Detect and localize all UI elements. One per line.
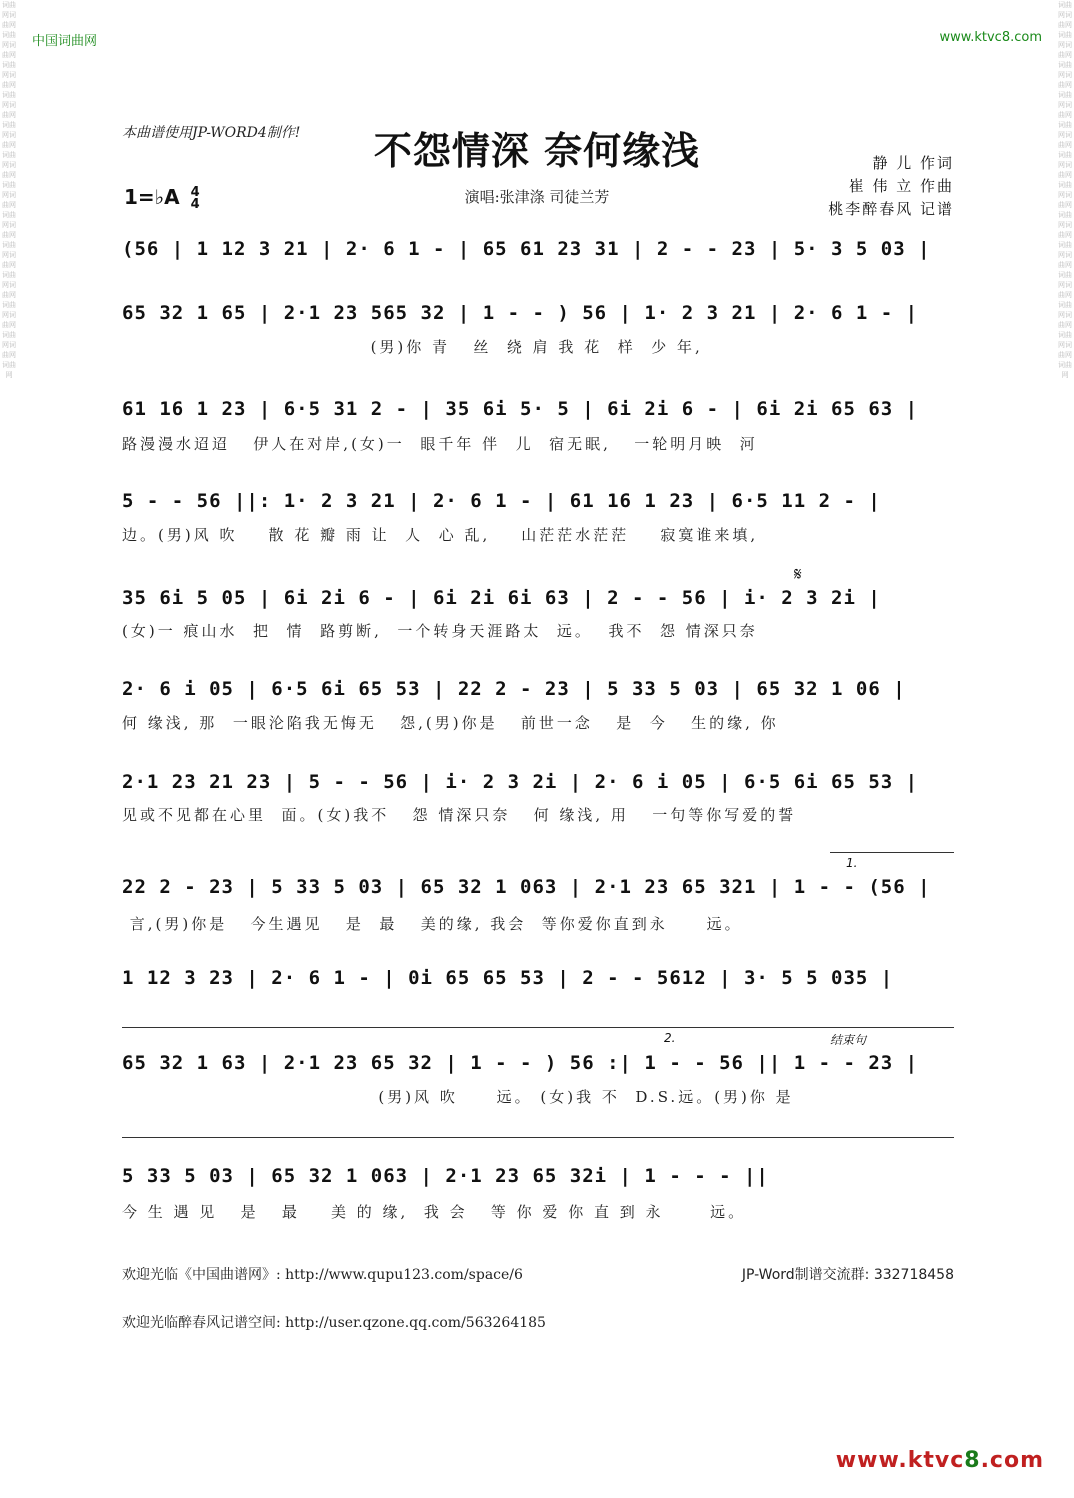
side-watermark-left: 词曲网词曲网词曲网词曲网词曲网词曲网词曲网词曲网词曲网词曲网词曲网词曲网词曲网词曲网词曲网词曲网词曲网词曲网词曲网词曲网词曲网词曲网词曲网词曲网词曲网 <box>2 1 16 379</box>
singer-credit: 演唱:张津涤 司徒兰芳 <box>464 188 610 206</box>
volta-label-2a: 2. <box>664 1031 676 1045</box>
notation-row-8: 22 2 - 23 | 5 33 5 03 | 65 32 1 063 | 2·1 23 65 321 | 1 - - (56 | <box>122 876 931 898</box>
notation-row-2: 65 32 1 65 | 2·1 23 565 32 | 1 - - ) 56 | 1· 2 3 21 | 2· 6 1 - | <box>122 302 919 324</box>
lyrics-row-8: 言,(男)你是 今生遇见 是 最 美的缘, 我会 等你爱你直到永 远。 <box>122 915 743 933</box>
notation-row-9: 1 12 3 23 | 2· 6 1 - | 0i 65 65 53 | 2 - - 5612 | 3· 5 5 035 | <box>122 967 894 989</box>
key-text: 1=♭A <box>124 185 180 209</box>
notation-row-10: 65 32 1 63 | 2·1 23 65 32 | 1 - - ) 56 :| 1 - - 56 || 1 - - 23 | <box>122 1052 919 1074</box>
volta-label-1: 1. <box>846 856 858 870</box>
lyricist-credit: 静 儿 作词 <box>872 154 954 172</box>
ktvc8-watermark-logo <box>836 1448 1044 1473</box>
footer-site-link[interactable]: 欢迎光临《中国曲谱网》: http://www.qupu123.com/space/6 <box>122 1267 523 1283</box>
notation-row-7: 2·1 23 21 23 | 5 - - 56 | i· 2 3 2i | 2· 6 i 05 | 6·5 6i 65 53 | <box>122 771 919 793</box>
made-with-note: 本曲谱使用JP-WORD4制作! <box>122 125 301 141</box>
watermark-part-2: 8 <box>964 1448 981 1473</box>
lyrics-row-4: 边。(男)风 吹 散 花 瓣 雨 让 人 心 乱, 山茫茫水茫茫 寂寞谁来填, <box>122 526 759 544</box>
notation-row-4: 5 - - 56 ||: 1· 2 3 21 | 2· 6 1 - | 61 16 1 23 | 6·5 11 2 - | <box>122 490 881 512</box>
footer-qzone-link[interactable]: 欢迎光临醉春风记谱空间: http://user.qzone.qq.com/563264185 <box>122 1315 546 1331</box>
lyrics-row-11: 今 生 遇 见 是 最 美 的 缘, 我 会 等 你 爱 你 直 到 永 远。 <box>122 1203 747 1221</box>
lyrics-row-5: (女)一 痕山水 把 情 路剪断, 一个转身天涯路太 远。 我不 怨 情深只奈 <box>122 622 758 640</box>
notation-row-5: 35 6i 5 05 | 6i 2i 6 - | 6i 2i 6i 63 | 2 - - 56 | i· 2 3 2i | <box>122 587 881 609</box>
song-title: 不怨情深 奈何缘浅 <box>373 128 701 173</box>
lyrics-row-10: (男)风 吹 远。 (女)我 不 D.S.远。(男)你 是 <box>122 1088 794 1106</box>
transcriber-credit: 桃李醉春风 记谱 <box>828 200 954 218</box>
coda-bracket-line <box>122 1137 954 1138</box>
site-name-left[interactable]: 中国词曲网 <box>32 34 98 49</box>
notation-row-3: 61 16 1 23 | 6·5 31 2 - | 35 6i 5· 5 | 6i 2i 6 - | 6i 2i 65 63 | <box>122 398 919 420</box>
composer-credit: 崔 伟 立 作曲 <box>848 177 954 195</box>
volta-bracket-1 <box>830 852 954 853</box>
segno-sign: 𝄋 <box>794 564 802 585</box>
watermark-part-1: www.ktvc <box>835 1448 965 1473</box>
lyrics-row-7: 见或不见都在心里 面。(女)我不 怨 情深只奈 何 缘浅, 用 一句等你写爱的誓 <box>122 806 797 824</box>
side-watermark-right: 词曲网词曲网词曲网词曲网词曲网词曲网词曲网词曲网词曲网词曲网词曲网词曲网词曲网词曲网词曲网词曲网词曲网词曲网词曲网词曲网词曲网词曲网词曲网词曲网词曲网 <box>1058 1 1072 379</box>
time-bottom: 4 <box>190 196 200 212</box>
lyrics-row-3: 路漫漫水迢迢 伊人在对岸,(女)一 眼千年 伴 儿 宿无眠, 一轮明月映 河 <box>122 435 758 453</box>
time-top: 4 <box>190 184 200 200</box>
lyrics-row-6: 何 缘浅, 那 一眼沦陷我无悔无 怨,(男)你是 前世一念 是 今 生的缘, 你 <box>122 714 779 732</box>
notation-row-6: 2· 6 i 05 | 6·5 6i 65 53 | 22 2 - 23 | 5 33 5 03 | 65 32 1 06 | <box>122 678 906 700</box>
site-url-right[interactable]: www.ktvc8.com <box>939 30 1042 45</box>
notation-row-11: 5 33 5 03 | 65 32 1 063 | 2·1 23 65 32i | 1 - - - || <box>122 1165 769 1187</box>
ending-bracket-line <box>122 1027 954 1028</box>
footer-group-info: JP-Word制谱交流群: 332718458 <box>741 1267 954 1283</box>
watermark-part-3: .com <box>980 1448 1044 1473</box>
notation-row-1: (56 | 1 12 3 21 | 2· 6 1 - | 65 61 23 31 | 2 - - 23 | 5· 3 5 03 | <box>122 238 931 260</box>
lyrics-row-2: (男)你 青 丝 绕 肩 我 花 样 少 年, <box>122 338 703 356</box>
ending-label: 结束句 <box>830 1033 867 1047</box>
